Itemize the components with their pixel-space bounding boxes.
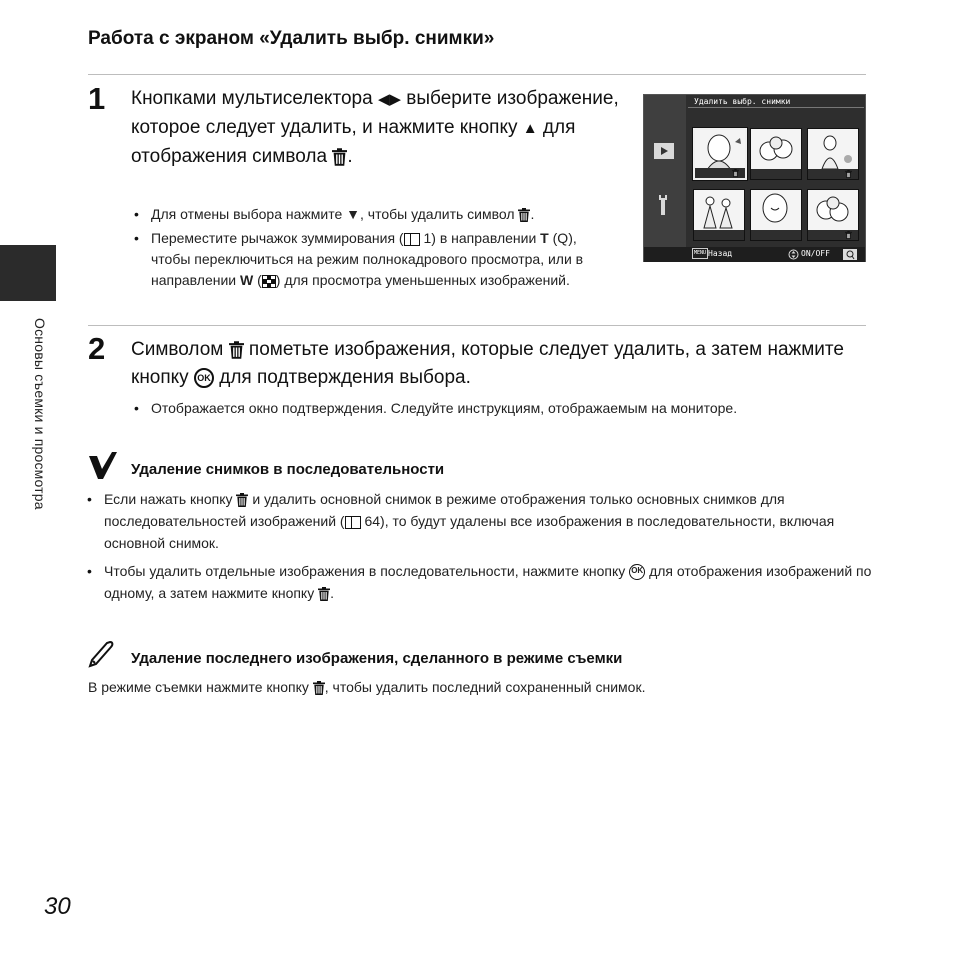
step-1-number: 1 bbox=[88, 81, 106, 116]
down-arrow-icon: ▼ bbox=[346, 206, 360, 222]
page-title: Работа с экраном «Удалить выбр. снимки» bbox=[88, 28, 495, 49]
thumbnail[interactable] bbox=[750, 189, 802, 241]
thumbnail-selected[interactable] bbox=[693, 128, 747, 180]
step-1-text-a: Кнопками мультиселектора bbox=[131, 88, 373, 109]
thumbnail[interactable] bbox=[807, 189, 859, 241]
bullet-text: , чтобы удалить символ bbox=[360, 206, 515, 222]
thumbnail[interactable] bbox=[807, 128, 859, 180]
chapter-label: Основы съемки и просмотра bbox=[32, 318, 48, 510]
bullet-text: Чтобы удалить отдельные изображения в последовательности, нажмите кнопку bbox=[104, 563, 626, 579]
trash-icon bbox=[229, 341, 244, 359]
trash-icon bbox=[332, 148, 347, 166]
bullet-text: . bbox=[530, 206, 535, 222]
step-1-bullets bbox=[131, 204, 611, 294]
thumbnail[interactable] bbox=[693, 189, 745, 241]
flowers-image bbox=[751, 129, 801, 169]
zoom-wide-icon: W bbox=[240, 272, 254, 288]
page-ref: 64 bbox=[364, 513, 381, 529]
multiselector-icon bbox=[788, 249, 799, 260]
thumbnail-bar bbox=[694, 230, 744, 240]
bullet-text: ) для просмотра уменьшенных изображений. bbox=[275, 272, 570, 288]
bullet-text: для отображения изображений по одному, а затем нажмите кнопку bbox=[104, 563, 872, 601]
step-2-text bbox=[131, 336, 866, 392]
list-item bbox=[131, 204, 611, 225]
step-2-bullets bbox=[131, 398, 866, 422]
playback-tab-icon bbox=[654, 143, 674, 159]
thumbnail-icon bbox=[262, 275, 276, 288]
trash-icon bbox=[845, 231, 852, 239]
wrench-icon bbox=[656, 194, 670, 216]
bullet-text: и удалить основной снимок в режиме отображения только основных снимков для последовательностей изображений ( bbox=[104, 491, 785, 529]
thumbnail[interactable] bbox=[750, 128, 802, 180]
trash-icon bbox=[518, 208, 530, 222]
bullet-text: Если нажать кнопку bbox=[104, 491, 233, 507]
camera-side-menu bbox=[644, 95, 686, 261]
bullet-text: ( bbox=[552, 230, 558, 246]
bullet-text: Переместите рычажок зуммирования ( bbox=[151, 230, 404, 246]
divider bbox=[88, 74, 866, 75]
bullet-text: ( bbox=[257, 272, 262, 288]
check-icon bbox=[88, 452, 118, 480]
trash-icon bbox=[845, 170, 852, 178]
bullet-text: ) в направлении bbox=[431, 230, 537, 246]
list-item bbox=[131, 228, 611, 291]
menu-key-icon: MENU bbox=[692, 248, 708, 259]
step-1-text-b: выберите изображение, которое следует удалить, и нажмите кнопку bbox=[131, 88, 619, 138]
step-2-text-c: для подтверждения выбора. bbox=[219, 367, 471, 388]
camera-footer bbox=[644, 247, 865, 262]
camera-screen-title: Удалить выбр. снимки bbox=[694, 97, 791, 106]
thumbnail-bar bbox=[751, 169, 801, 179]
note-1-title: Удаление снимков в последовательности bbox=[131, 461, 445, 478]
bullet-text: Отображается окно подтверждения. Следуйте инструкциям, отображаемым на мониторе. bbox=[151, 400, 738, 416]
thumbnail-bar bbox=[808, 230, 858, 240]
divider bbox=[88, 325, 866, 326]
thumbnail-bar bbox=[808, 169, 858, 179]
thumbnail-bar bbox=[751, 230, 801, 240]
chapter-tab bbox=[0, 245, 56, 301]
bullet-text: . bbox=[330, 585, 334, 601]
camera-screen bbox=[643, 94, 866, 262]
bullet-text: ), то будут удалены все изображения в последовательности, включая основной снимок. bbox=[104, 513, 835, 551]
note-2-text-a: В режиме съемки нажмите кнопку bbox=[88, 679, 309, 695]
note-1-bullets bbox=[84, 488, 874, 607]
portrait-image bbox=[695, 130, 745, 170]
left-right-arrows-icon: ◀▶ bbox=[377, 91, 402, 108]
back-label: Назад bbox=[708, 249, 733, 258]
note-2-title: Удаление последнего изображения, сделанного в режиме съемки bbox=[131, 650, 623, 667]
trash-icon bbox=[313, 681, 325, 695]
ok-button-icon: OK bbox=[629, 564, 645, 580]
note-2-text-b: , чтобы удалить последний сохраненный снимок. bbox=[324, 679, 646, 695]
note-2-text bbox=[88, 676, 868, 698]
playback-zoom-icon: Q bbox=[557, 230, 569, 246]
portrait-image bbox=[751, 190, 801, 230]
step-1-period: . bbox=[347, 146, 353, 167]
page-ref: 1 bbox=[423, 230, 432, 246]
pencil-note-icon bbox=[88, 640, 114, 668]
step-1-text bbox=[131, 85, 621, 171]
woman-image bbox=[808, 129, 858, 169]
people-image bbox=[694, 190, 744, 230]
thumbnail-bar bbox=[695, 168, 745, 178]
step-2-text-a: Символом bbox=[131, 339, 224, 360]
camera-title-rule bbox=[688, 107, 864, 108]
flowers-image bbox=[808, 190, 858, 230]
trash-icon bbox=[318, 587, 330, 601]
list-item bbox=[84, 488, 874, 554]
step-2-number: 2 bbox=[88, 331, 106, 366]
step-1-text-c: для отображения символа bbox=[131, 117, 576, 167]
list-item bbox=[131, 398, 866, 419]
page-ref-icon bbox=[345, 516, 361, 529]
trash-icon bbox=[732, 169, 739, 177]
ok-button-icon: OK bbox=[194, 368, 214, 388]
up-arrow-icon: ▲ bbox=[522, 120, 538, 137]
trash-icon bbox=[236, 493, 248, 507]
page-ref-icon bbox=[404, 233, 420, 246]
zoom-key-icon bbox=[843, 249, 857, 260]
onoff-label: ON/OFF bbox=[801, 249, 830, 258]
list-item bbox=[84, 560, 874, 604]
page-number: 30 bbox=[44, 893, 71, 920]
bullet-text: ), чтобы переключиться на режим полнокадрового просмотра, или в направлении bbox=[151, 230, 584, 288]
bullet-text: Для отмены выбора нажмите bbox=[151, 206, 343, 222]
step-2-text-b: пометьте изображения, которые следует удалить, а затем нажмите кнопку bbox=[131, 339, 844, 388]
zoom-tele-icon: T bbox=[540, 230, 549, 246]
